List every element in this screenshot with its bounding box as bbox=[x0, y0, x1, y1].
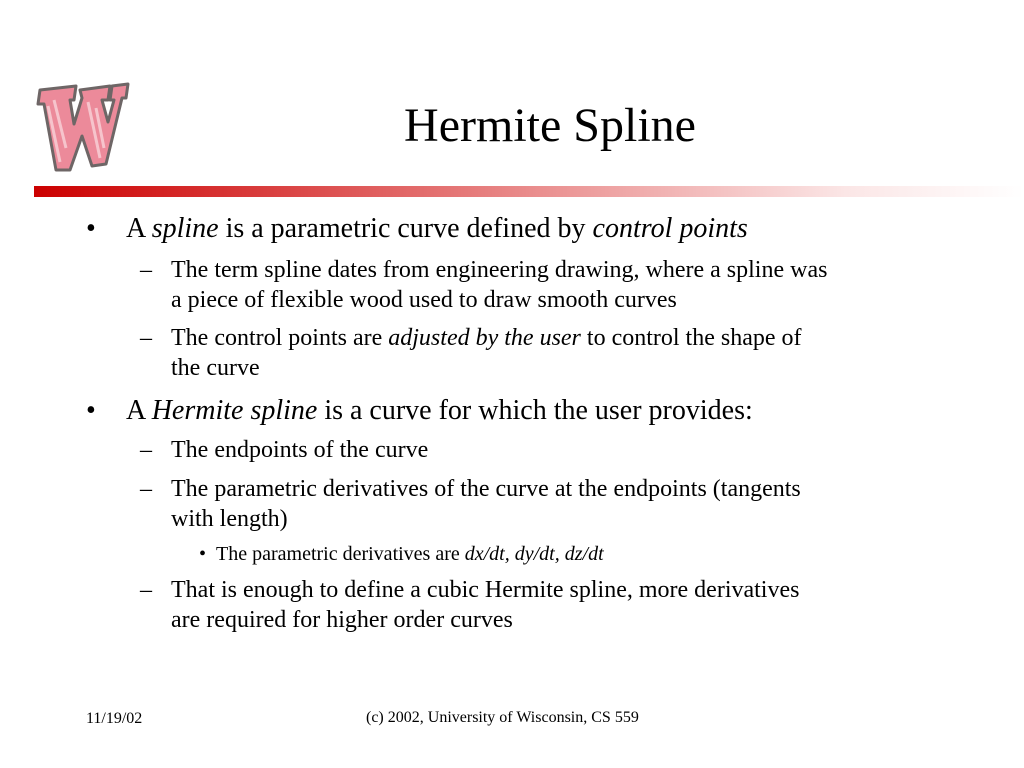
sub-bullet-line: a piece of flexible wood used to draw smooth curves bbox=[171, 287, 677, 313]
footer-copyright: (c) 2002, University of Wisconsin, CS 559 bbox=[366, 709, 639, 726]
dash-marker: – bbox=[140, 476, 152, 502]
text-segment: A bbox=[126, 395, 152, 426]
bullet-marker: • bbox=[86, 395, 96, 426]
emphasis-adjusted-by-user: adjusted by the user bbox=[388, 325, 581, 351]
bullet-marker: • bbox=[86, 213, 96, 244]
bullet-hermite-definition bbox=[126, 395, 753, 427]
emphasis-spline: spline bbox=[151, 213, 219, 244]
sub-bullet-marker: • bbox=[199, 543, 207, 565]
sub-bullet-line: are required for higher order curves bbox=[171, 607, 513, 633]
sub-bullet-line: the curve bbox=[171, 355, 260, 381]
emphasis-derivatives: dx/dt, dy/dt, dz/dt bbox=[464, 543, 604, 565]
text-segment: is a parametric curve defined by bbox=[218, 213, 593, 244]
sub-bullet-line: The parametric derivatives of the curve at the endpoints (tangents bbox=[171, 476, 801, 502]
sub-bullet-line: The term spline dates from engineering drawing, where a spline was bbox=[171, 257, 828, 283]
sub-bullet-line: That is enough to define a cubic Hermite spline, more derivatives bbox=[171, 577, 800, 603]
slide-title: Hermite Spline bbox=[404, 99, 696, 152]
text-segment: The parametric derivatives are bbox=[216, 543, 465, 565]
emphasis-hermite-spline: Hermite spline bbox=[151, 395, 318, 426]
text-segment: A bbox=[126, 213, 152, 244]
emphasis-control-points: control points bbox=[592, 213, 748, 244]
footer-date: 11/19/02 bbox=[86, 710, 143, 727]
sub-bullet-line bbox=[171, 323, 802, 353]
sub-bullet-line: with length) bbox=[171, 506, 288, 532]
sub-bullet-line: The endpoints of the curve bbox=[171, 437, 429, 463]
sub-sub-bullet-line bbox=[216, 541, 604, 567]
dash-marker: – bbox=[140, 437, 152, 463]
dash-marker: – bbox=[140, 577, 152, 603]
text-segment: to control the shape of bbox=[580, 325, 802, 351]
text-segment: The control points are bbox=[171, 325, 389, 351]
dash-marker: – bbox=[140, 325, 152, 351]
bullet-spline-definition bbox=[126, 213, 748, 245]
text-segment: is a curve for which the user provides: bbox=[317, 395, 753, 426]
dash-marker: – bbox=[140, 257, 152, 283]
